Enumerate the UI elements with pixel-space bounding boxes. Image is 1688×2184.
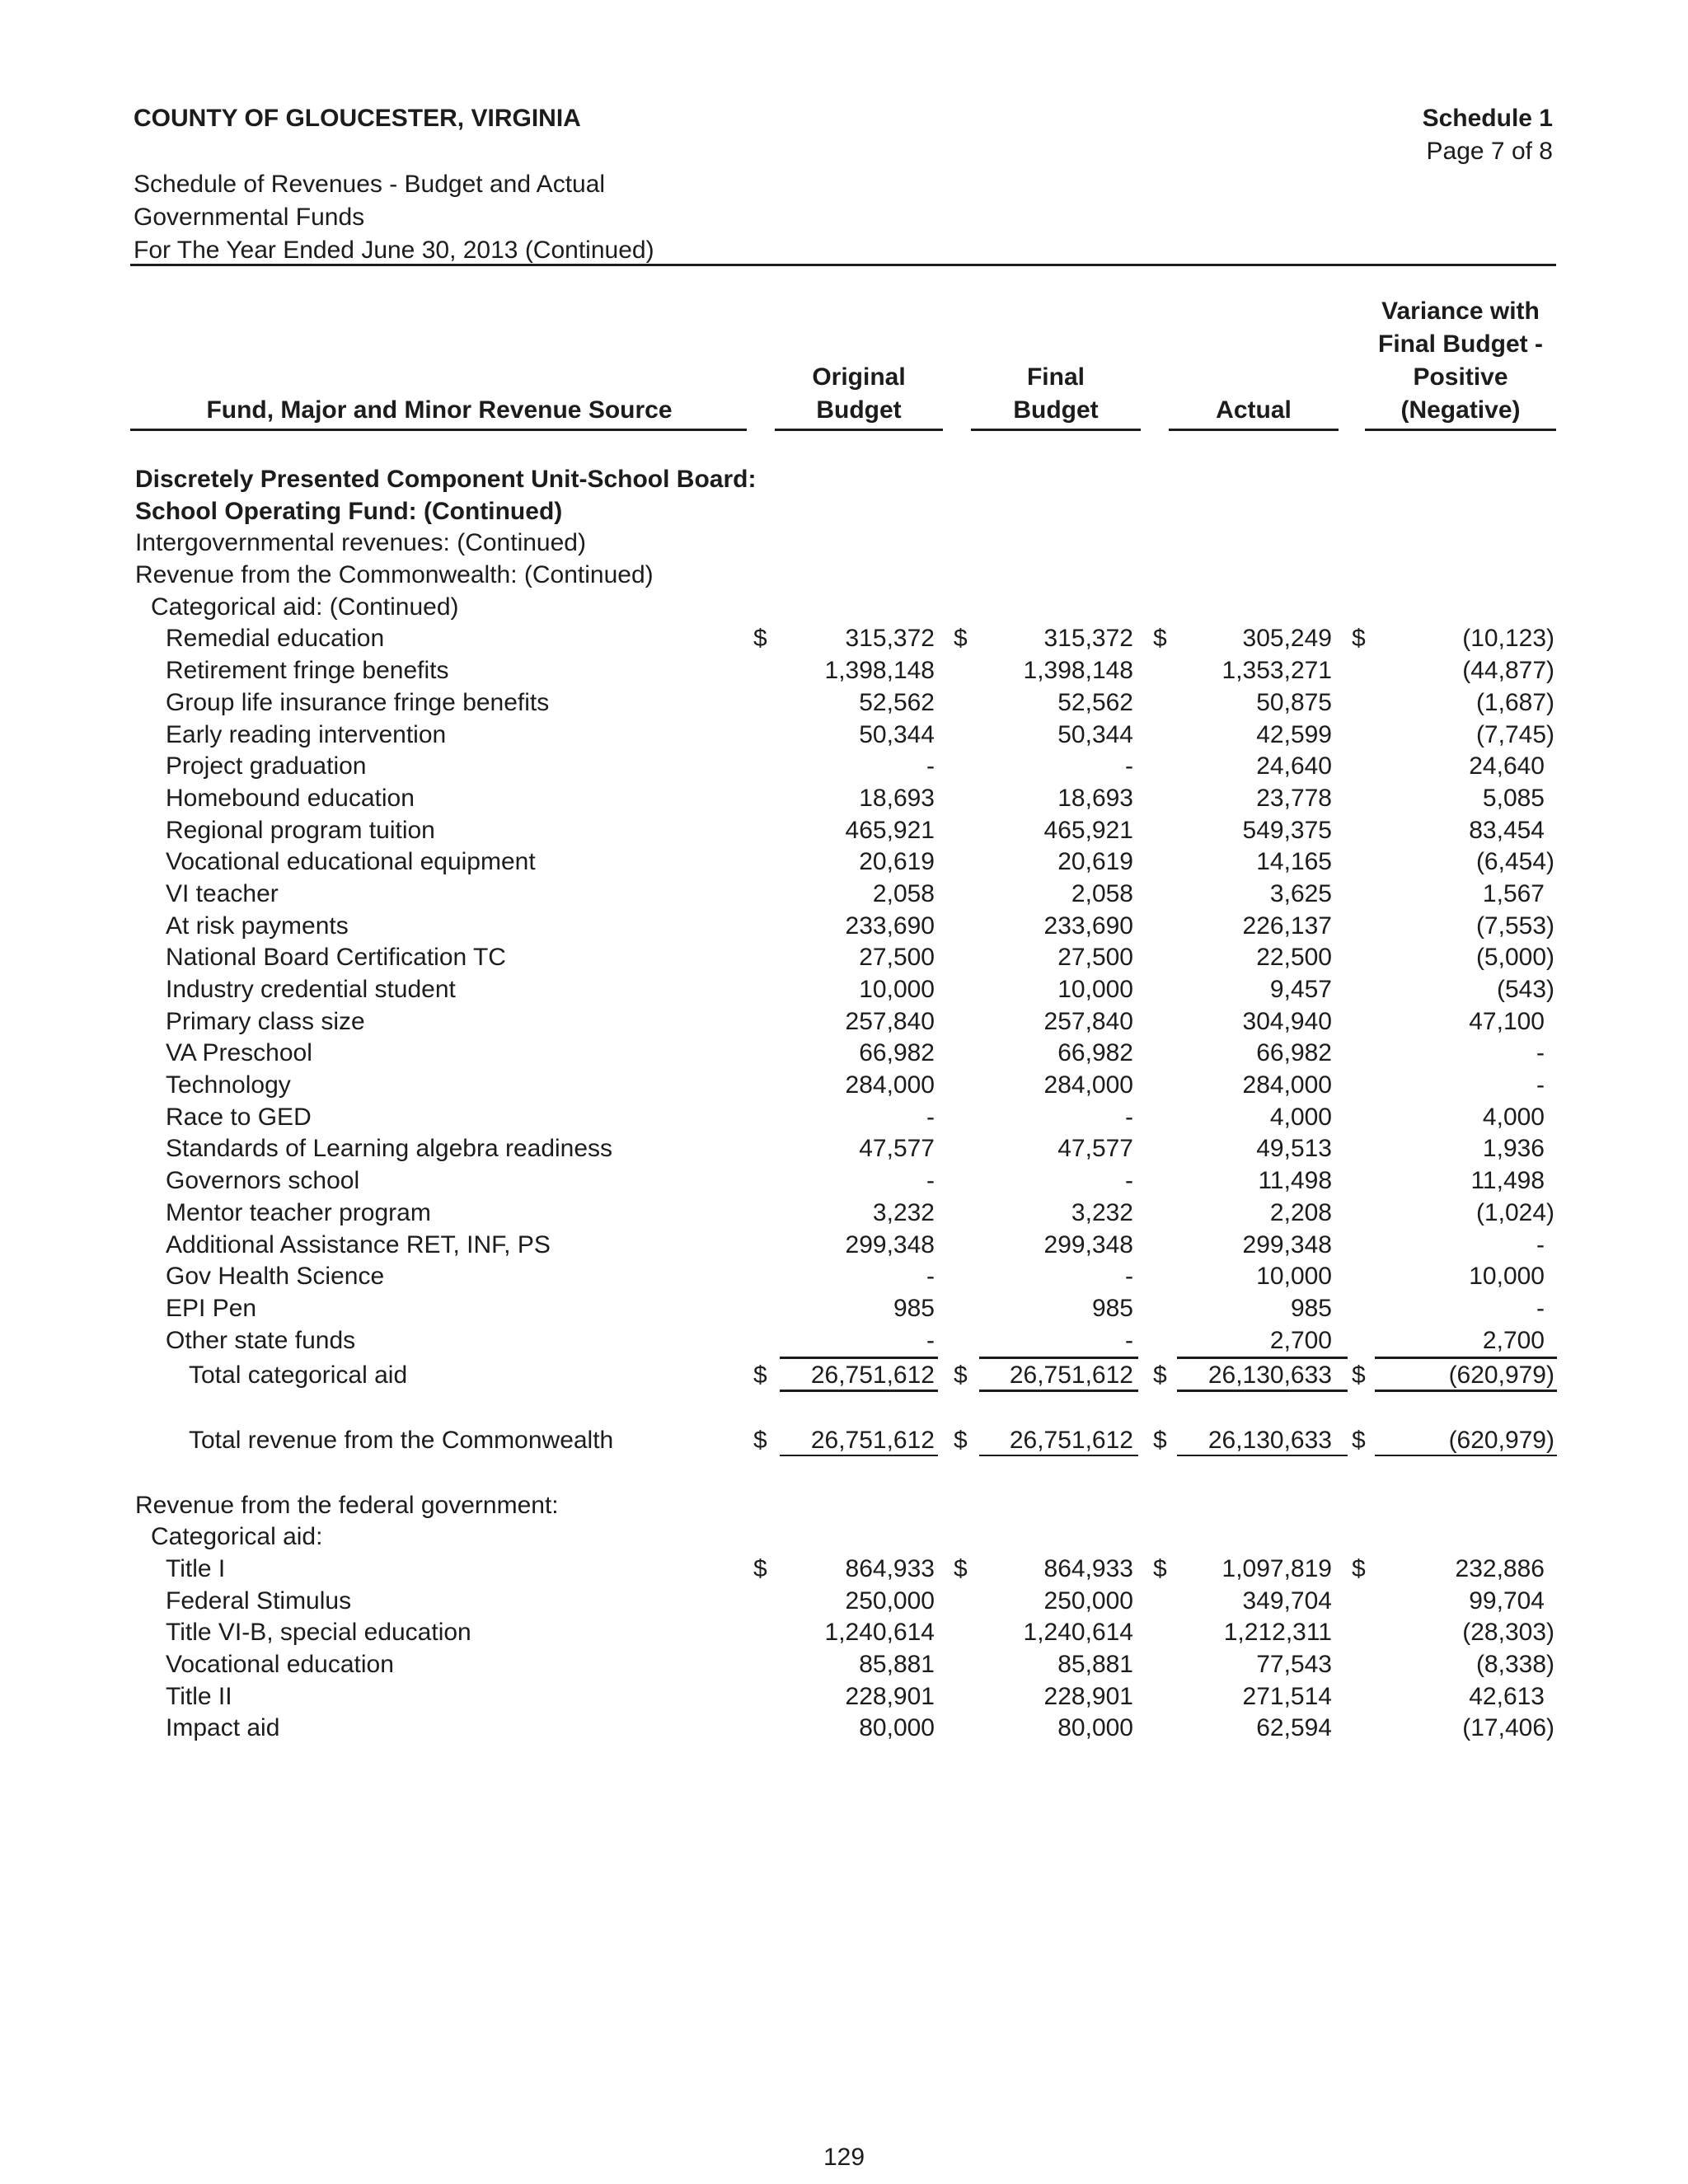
entity-name: COUNTY OF GLOUCESTER, VIRGINIA (134, 105, 581, 132)
cell-actual: 24,640 (1256, 752, 1332, 780)
col-header-final: Final Budget (1013, 363, 1099, 424)
cell-variance: 24,640 (1469, 752, 1545, 780)
section-heading: Revenue from the Commonwealth: (Continued) (135, 561, 654, 589)
table-row (0, 942, 1688, 974)
cell-actual: 42,599 (1256, 720, 1332, 748)
cell-original-budget: 299,348 (845, 1230, 935, 1258)
row-label: Standards of Learning algebra readiness (166, 1135, 613, 1163)
state-categorical-rows (0, 623, 1688, 1357)
table-row (0, 1133, 1688, 1165)
cell-final-budget: 250,000 (1043, 1586, 1133, 1615)
total-row-categorical: Total categorical aid $ 26,751,612 $ 26,751,612 $ 26,130,633 $ (620,979) (0, 1360, 1688, 1392)
row-label: Remedial education (166, 625, 385, 653)
row-label: Governors school (166, 1167, 360, 1195)
table-row (0, 751, 1688, 783)
cell-variance: (543) (1496, 976, 1554, 1003)
cell-actual: 549,375 (1242, 816, 1332, 844)
table-row (0, 815, 1688, 847)
cell-original-budget: - (926, 752, 935, 780)
cell-original-budget: 250,000 (845, 1586, 935, 1615)
cell-variance: - (1536, 1230, 1545, 1258)
cell-final-budget: 47,577 (1057, 1135, 1133, 1163)
cell-variance: 4,000 (1482, 1103, 1545, 1131)
cell-final-budget: - (1125, 1326, 1133, 1354)
cell-variance: - (1536, 1071, 1545, 1099)
col-header-source: Fund, Major and Minor Revenue Source (206, 396, 673, 424)
cell-actual: 2,700 (1269, 1326, 1332, 1354)
cell-variance: (7,745) (1475, 720, 1554, 748)
row-label: Vocational educational equipment (166, 848, 536, 876)
row-label: Title VI-B, special education (166, 1619, 471, 1647)
cell-final-budget: 315,372 (1043, 625, 1133, 653)
cell-final-budget: 27,500 (1057, 944, 1133, 972)
cell-variance: 232,886 (1455, 1555, 1545, 1582)
cell-original-budget: 228,901 (845, 1682, 935, 1710)
cell-original-budget: 1,240,614 (824, 1619, 935, 1647)
cell-final-budget: 50,344 (1057, 720, 1133, 748)
cell-actual: 226,137 (1242, 912, 1332, 940)
cell-variance: (28,303) (1462, 1619, 1554, 1647)
cell-final-budget: 233,690 (1043, 912, 1133, 940)
cell-final-budget: 2,058 (1071, 879, 1133, 907)
cell-final-budget: 1,398,148 (1023, 657, 1133, 685)
row-label: Title I (166, 1555, 226, 1582)
cell-variance: 47,100 (1469, 1007, 1545, 1035)
cell-original-budget: 315,372 (845, 625, 935, 653)
cell-original-budget: 50,344 (859, 720, 935, 748)
schedule-label: Schedule 1 (1422, 105, 1553, 132)
report-period: For The Year Ended June 30, 2013 (Continued) (134, 237, 654, 264)
row-label: Gov Health Science (166, 1263, 385, 1291)
table-row (0, 1554, 1688, 1586)
cell-variance: (1,024) (1475, 1198, 1554, 1226)
cell-actual: 77,543 (1256, 1651, 1332, 1679)
section-heading: Intergovernmental revenues: (Continued) (135, 529, 586, 557)
report-header (134, 102, 654, 267)
cell-variance: (44,877) (1462, 657, 1554, 685)
cell-original-budget: 47,577 (859, 1135, 935, 1163)
cell-original-budget: 52,562 (859, 688, 935, 716)
table-row (0, 1261, 1688, 1293)
cell-final-budget: - (1125, 1263, 1133, 1291)
currency-symbol: $ (753, 625, 767, 653)
cell-variance: (5,000) (1475, 944, 1554, 972)
cell-final-budget: 228,901 (1043, 1682, 1133, 1710)
section-heading: Revenue from the federal government: (135, 1491, 559, 1519)
cell-final-budget: - (1125, 1167, 1133, 1195)
cell-original-budget: 1,398,148 (824, 657, 935, 685)
cell-variance: 99,704 (1469, 1586, 1545, 1615)
cell-actual: 11,498 (1258, 1167, 1332, 1195)
table-row (0, 1230, 1688, 1262)
table-row (0, 1038, 1688, 1070)
cell-variance: 2,700 (1482, 1326, 1545, 1354)
cell-actual: 349,704 (1242, 1586, 1332, 1615)
cell-actual: 3,625 (1269, 879, 1332, 907)
cell-actual: 4,000 (1269, 1103, 1332, 1131)
table-row (0, 687, 1688, 719)
row-label: VA Preschool (166, 1039, 312, 1067)
col-rule-actual (1169, 429, 1339, 431)
table-row (0, 623, 1688, 655)
row-label: Primary class size (166, 1007, 365, 1035)
col-header-actual: Actual (1216, 396, 1292, 424)
col-header-variance: Variance with Final Budget - Positive (Negative) (1378, 298, 1543, 424)
table-row (0, 1293, 1688, 1325)
cell-original-budget: - (926, 1263, 935, 1291)
cell-actual: 10,000 (1256, 1263, 1332, 1291)
cell-actual: 66,982 (1256, 1039, 1332, 1067)
table-row (0, 1006, 1688, 1038)
cell-final-budget: 1,240,614 (1023, 1619, 1133, 1647)
cell-final-budget: 52,562 (1057, 688, 1133, 716)
cell-final-budget: - (1125, 752, 1133, 780)
row-label: Other state funds (166, 1326, 356, 1354)
row-label: Group life insurance fringe benefits (166, 688, 550, 716)
row-label: Race to GED (166, 1103, 312, 1131)
cell-variance: (1,687) (1475, 688, 1554, 716)
report-subtitle: Governmental Funds (134, 204, 365, 231)
table-row (0, 783, 1688, 815)
cell-final-budget: 10,000 (1057, 976, 1133, 1003)
row-label: Federal Stimulus (166, 1586, 352, 1615)
table-row (0, 1713, 1688, 1745)
cell-actual: 9,457 (1269, 976, 1332, 1003)
total-row-commonwealth: Total revenue from the Commonwealth $ 26,751,612 $ 26,751,612 $ 26,130,633 $ (620,979) (0, 1425, 1688, 1457)
federal-categorical-rows (0, 1554, 1688, 1745)
cell-original-budget: 85,881 (859, 1651, 935, 1679)
cell-original-budget: 66,982 (859, 1039, 935, 1067)
cell-variance: 1,567 (1482, 879, 1545, 907)
cell-variance: (17,406) (1462, 1714, 1554, 1742)
row-label: Impact aid (166, 1714, 280, 1742)
schedule-header (1423, 102, 1553, 168)
table-row (0, 879, 1688, 911)
cell-final-budget: 85,881 (1057, 1651, 1133, 1679)
cell-final-budget: - (1125, 1103, 1133, 1131)
revenue-table (0, 464, 1688, 1745)
cell-final-budget: 257,840 (1043, 1007, 1133, 1035)
row-label: Title II (166, 1682, 232, 1710)
table-row (0, 1070, 1688, 1102)
cell-actual: 284,000 (1242, 1071, 1332, 1099)
cell-final-budget: 20,619 (1057, 848, 1133, 876)
cell-variance: 5,085 (1482, 784, 1545, 812)
cell-actual: 62,594 (1256, 1714, 1332, 1742)
cell-actual: 1,212,311 (1223, 1619, 1332, 1647)
table-row (0, 655, 1688, 687)
table-row (0, 1197, 1688, 1230)
row-label: National Board Certification TC (166, 944, 506, 972)
table-row (0, 846, 1688, 879)
page-indicator: Page 7 of 8 (1426, 138, 1553, 165)
cell-variance: (6,454) (1475, 848, 1554, 876)
cell-original-budget: - (926, 1103, 935, 1131)
row-label: Mentor teacher program (166, 1198, 431, 1226)
cell-final-budget: 864,933 (1043, 1555, 1133, 1582)
cell-final-budget: 284,000 (1043, 1071, 1133, 1099)
cell-original-budget: 233,690 (845, 912, 935, 940)
cell-original-budget: 864,933 (845, 1555, 935, 1582)
cell-final-budget: 80,000 (1057, 1714, 1133, 1742)
cell-variance: (8,338) (1475, 1651, 1554, 1679)
cell-variance: 1,936 (1482, 1135, 1545, 1163)
cell-final-budget: 3,232 (1071, 1198, 1133, 1226)
cell-variance: (7,553) (1475, 912, 1554, 940)
cell-variance: (10,123) (1462, 625, 1554, 653)
row-label: Project graduation (166, 752, 367, 780)
table-row (0, 719, 1688, 752)
cell-actual: 22,500 (1256, 944, 1332, 972)
currency-symbol: $ (1153, 1555, 1167, 1582)
currency-symbol: $ (1153, 625, 1167, 653)
cell-original-budget: 2,058 (872, 879, 935, 907)
col-rule-final (971, 429, 1141, 431)
col-rule-variance (1365, 429, 1556, 431)
cell-final-budget: 465,921 (1043, 816, 1133, 844)
row-label: EPI Pen (166, 1294, 257, 1322)
cell-actual: 1,353,271 (1221, 657, 1332, 685)
cell-variance: - (1536, 1039, 1545, 1067)
row-label: Early reading intervention (166, 720, 447, 748)
cell-actual: 299,348 (1242, 1230, 1332, 1258)
cell-original-budget: 20,619 (859, 848, 935, 876)
cell-actual: 985 (1290, 1294, 1332, 1322)
cell-original-budget: 18,693 (859, 784, 935, 812)
cell-variance: 10,000 (1469, 1263, 1545, 1291)
row-label: At risk payments (166, 912, 349, 940)
section-heading: School Operating Fund: (Continued) (135, 497, 563, 525)
section-heading: Categorical aid: (151, 1523, 323, 1551)
table-row (0, 1165, 1688, 1197)
cell-actual: 50,875 (1256, 688, 1332, 716)
table-row (0, 1681, 1688, 1713)
row-label: Retirement fringe benefits (166, 657, 449, 685)
report-title: Schedule of Revenues - Budget and Actual (134, 171, 606, 198)
col-header-original: Original Budget (812, 363, 906, 424)
cell-variance: 42,613 (1469, 1682, 1545, 1710)
table-row (0, 974, 1688, 1006)
cell-final-budget: 18,693 (1057, 784, 1133, 812)
cell-original-budget: 257,840 (845, 1007, 935, 1035)
cell-actual: 49,513 (1256, 1135, 1332, 1163)
currency-symbol: $ (1352, 1555, 1366, 1582)
row-label: Regional program tuition (166, 816, 435, 844)
cell-actual: 304,940 (1242, 1007, 1332, 1035)
cell-variance: - (1536, 1294, 1545, 1322)
page-number: 129 (823, 2144, 865, 2171)
currency-symbol: $ (954, 625, 968, 653)
row-label: Industry credential student (166, 976, 456, 1003)
row-label: VI teacher (166, 879, 279, 907)
table-row (0, 1649, 1688, 1681)
col-rule-source (130, 429, 747, 431)
cell-original-budget: 80,000 (859, 1714, 935, 1742)
cell-original-budget: 10,000 (859, 976, 935, 1003)
cell-original-budget: - (926, 1167, 935, 1195)
cell-actual: 271,514 (1242, 1682, 1332, 1710)
cell-original-budget: 3,232 (872, 1198, 935, 1226)
currency-symbol: $ (954, 1555, 968, 1582)
section-heading: Categorical aid: (Continued) (151, 593, 459, 621)
cell-original-budget: 27,500 (859, 944, 935, 972)
row-label: Homebound education (166, 784, 415, 812)
col-rule-original (775, 429, 943, 431)
cell-actual: 14,165 (1256, 848, 1332, 876)
cell-variance: 83,454 (1469, 816, 1545, 844)
row-label: Vocational education (166, 1651, 394, 1679)
cell-original-budget: 284,000 (845, 1071, 935, 1099)
section-heading: Discretely Presented Component Unit-School Board: (135, 466, 757, 493)
table-row (0, 1617, 1688, 1649)
currency-symbol: $ (1352, 625, 1366, 653)
table-row (0, 911, 1688, 943)
table-row (0, 1102, 1688, 1134)
cell-actual: 2,208 (1269, 1198, 1332, 1226)
cell-original-budget: 465,921 (845, 816, 935, 844)
header-divider (130, 264, 1556, 266)
table-row (0, 1325, 1688, 1357)
currency-symbol: $ (753, 1555, 767, 1582)
cell-original-budget: - (926, 1326, 935, 1354)
cell-final-budget: 985 (1091, 1294, 1133, 1322)
cell-actual: 305,249 (1242, 625, 1332, 653)
cell-variance: 11,498 (1470, 1167, 1545, 1195)
cell-actual: 1,097,819 (1221, 1555, 1332, 1582)
cell-actual: 23,778 (1256, 784, 1332, 812)
table-row (0, 1586, 1688, 1618)
row-label: Technology (166, 1071, 291, 1099)
cell-final-budget: 66,982 (1057, 1039, 1133, 1067)
cell-final-budget: 299,348 (1043, 1230, 1133, 1258)
row-label: Additional Assistance RET, INF, PS (166, 1230, 551, 1258)
cell-original-budget: 985 (893, 1294, 935, 1322)
